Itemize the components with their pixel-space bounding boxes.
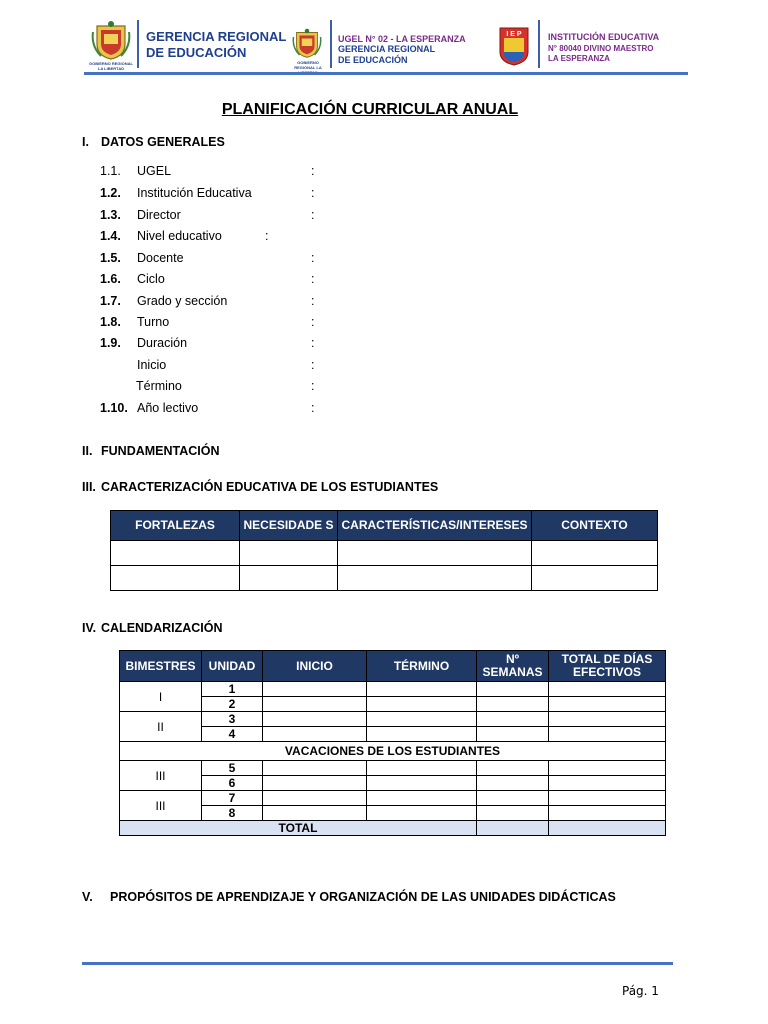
unidad-cell: 5 bbox=[202, 761, 263, 776]
footer-rule bbox=[82, 962, 673, 965]
table-cell[interactable] bbox=[549, 776, 666, 791]
unidad-cell: 3 bbox=[202, 712, 263, 727]
section-heading-datos-generales: I. DATOS GENERALES bbox=[82, 135, 225, 149]
table-cell[interactable] bbox=[477, 682, 549, 697]
logo-caption: GOBIERNO REGIONAL LA bbox=[294, 60, 322, 70]
table-header: TÉRMINO bbox=[367, 651, 477, 682]
table-cell[interactable] bbox=[477, 697, 549, 712]
table-row bbox=[120, 697, 666, 712]
bimestre-cell: II bbox=[120, 712, 202, 742]
logo-caption: GOBIERNO REGIONAL LA LIBERTAD bbox=[88, 61, 133, 71]
bimestre-cell: III bbox=[120, 761, 202, 791]
school-shield-letters: I E P bbox=[506, 31, 522, 38]
table-header: CONTEXTO bbox=[532, 511, 658, 541]
org2-line1: UGEL N° 02 - LA ESPERANZA bbox=[338, 34, 466, 44]
table-cell[interactable] bbox=[338, 566, 532, 591]
calendarizacion-table bbox=[119, 650, 666, 836]
table-cell[interactable] bbox=[367, 697, 477, 712]
section-heading-calendarizacion: IV. CALENDARIZACIÓN bbox=[82, 621, 223, 635]
table-cell[interactable] bbox=[367, 761, 477, 776]
table-header: Nº SEMANAS bbox=[477, 651, 549, 682]
table-cell[interactable] bbox=[263, 776, 367, 791]
table-cell[interactable] bbox=[263, 727, 367, 742]
org3-line1: INSTITUCIÓN EDUCATIVA bbox=[548, 32, 660, 42]
org2-line3: DE EDUCACIÓN bbox=[338, 55, 408, 65]
document-title: PLANIFICACIÓN CURRICULAR ANUAL bbox=[221, 101, 519, 118]
table-row bbox=[120, 821, 666, 836]
table-cell[interactable] bbox=[263, 761, 367, 776]
table-cell[interactable] bbox=[263, 791, 367, 806]
unidad-cell: 6 bbox=[202, 776, 263, 791]
org3-line2: N° 80040 DIVINO MAESTRO bbox=[548, 44, 654, 53]
table-cell[interactable] bbox=[549, 791, 666, 806]
table-row bbox=[120, 727, 666, 742]
table-cell[interactable] bbox=[111, 541, 240, 566]
header-divider bbox=[330, 20, 332, 68]
header-divider bbox=[538, 20, 540, 68]
table-cell[interactable] bbox=[549, 697, 666, 712]
table-cell[interactable] bbox=[549, 727, 666, 742]
table-row bbox=[120, 806, 666, 821]
org2-line2: GERENCIA REGIONAL bbox=[338, 44, 436, 54]
bimestre-cell: III bbox=[120, 791, 202, 821]
table-cell[interactable] bbox=[477, 806, 549, 821]
table-cell[interactable] bbox=[367, 791, 477, 806]
table-cell[interactable] bbox=[263, 697, 367, 712]
regional-coat-of-arms-icon bbox=[292, 27, 322, 59]
table-row bbox=[120, 682, 666, 697]
table-cell[interactable] bbox=[549, 712, 666, 727]
table-row bbox=[120, 776, 666, 791]
table-header: UNIDAD bbox=[202, 651, 263, 682]
table-cell[interactable] bbox=[367, 727, 477, 742]
table-header: TOTAL DE DÍAS EFECTIVOS bbox=[549, 651, 666, 682]
org3-line3: LA ESPERANZA bbox=[548, 54, 610, 63]
table-row bbox=[111, 541, 658, 566]
page-number: Pág. 1 bbox=[622, 984, 659, 998]
unidad-cell: 2 bbox=[202, 697, 263, 712]
table-header: NECESIDADE S bbox=[240, 511, 338, 541]
table-cell[interactable] bbox=[111, 566, 240, 591]
table-cell[interactable] bbox=[477, 727, 549, 742]
org1-line2: DE EDUCACIÓN bbox=[146, 45, 247, 60]
table-cell[interactable] bbox=[240, 566, 338, 591]
table-cell[interactable] bbox=[263, 712, 367, 727]
table-header: BIMESTRES bbox=[120, 651, 202, 682]
table-row bbox=[120, 791, 666, 806]
section-heading-caracterizacion: III. CARACTERIZACIÓN EDUCATIVA DE LOS ESTUDIANTES bbox=[82, 480, 439, 494]
table-cell[interactable] bbox=[263, 682, 367, 697]
table-cell[interactable] bbox=[240, 541, 338, 566]
bimestre-cell: I bbox=[120, 682, 202, 712]
org1-line1: GERENCIA REGIONAL bbox=[146, 29, 287, 44]
unidad-cell: 7 bbox=[202, 791, 263, 806]
table-row bbox=[120, 742, 666, 761]
table-cell[interactable] bbox=[549, 761, 666, 776]
table-row bbox=[120, 761, 666, 776]
table-cell[interactable] bbox=[263, 806, 367, 821]
table-cell[interactable] bbox=[532, 566, 658, 591]
section-heading-fundamentacion: II. FUNDAMENTACIÓN bbox=[82, 444, 220, 458]
table-cell[interactable] bbox=[549, 806, 666, 821]
section-heading-propositos: V. PROPÓSITOS DE APRENDIZAJE Y ORGANIZACIÓN DE LAS UNIDADES DIDÁCTICAS bbox=[82, 890, 616, 904]
regional-coat-of-arms-icon bbox=[91, 20, 131, 60]
table-cell[interactable] bbox=[549, 682, 666, 697]
table-row bbox=[111, 566, 658, 591]
table-cell[interactable] bbox=[367, 682, 477, 697]
total-label: TOTAL bbox=[120, 821, 477, 836]
school-shield-icon bbox=[498, 26, 530, 66]
table-cell[interactable] bbox=[477, 712, 549, 727]
table-cell[interactable] bbox=[338, 541, 532, 566]
table-cell[interactable] bbox=[477, 776, 549, 791]
table-cell[interactable] bbox=[532, 541, 658, 566]
header-divider bbox=[137, 20, 139, 68]
table-cell[interactable] bbox=[477, 821, 549, 836]
table-header: INICIO bbox=[263, 651, 367, 682]
caracterizacion-table bbox=[110, 510, 658, 591]
table-header: FORTALEZAS bbox=[111, 511, 240, 541]
table-row bbox=[120, 712, 666, 727]
unidad-cell: 4 bbox=[202, 727, 263, 742]
table-cell[interactable] bbox=[367, 806, 477, 821]
unidad-cell: 8 bbox=[202, 806, 263, 821]
table-cell[interactable] bbox=[477, 761, 549, 776]
table-cell[interactable] bbox=[367, 776, 477, 791]
unidad-cell: 1 bbox=[202, 682, 263, 697]
table-header: CARACTERÍSTICAS/INTERESES bbox=[338, 511, 532, 541]
header-rule bbox=[84, 72, 688, 75]
table-cell[interactable] bbox=[477, 791, 549, 806]
table-cell[interactable] bbox=[549, 821, 666, 836]
table-cell[interactable] bbox=[367, 712, 477, 727]
vacaciones-row: VACACIONES DE LOS ESTUDIANTES bbox=[120, 742, 666, 761]
